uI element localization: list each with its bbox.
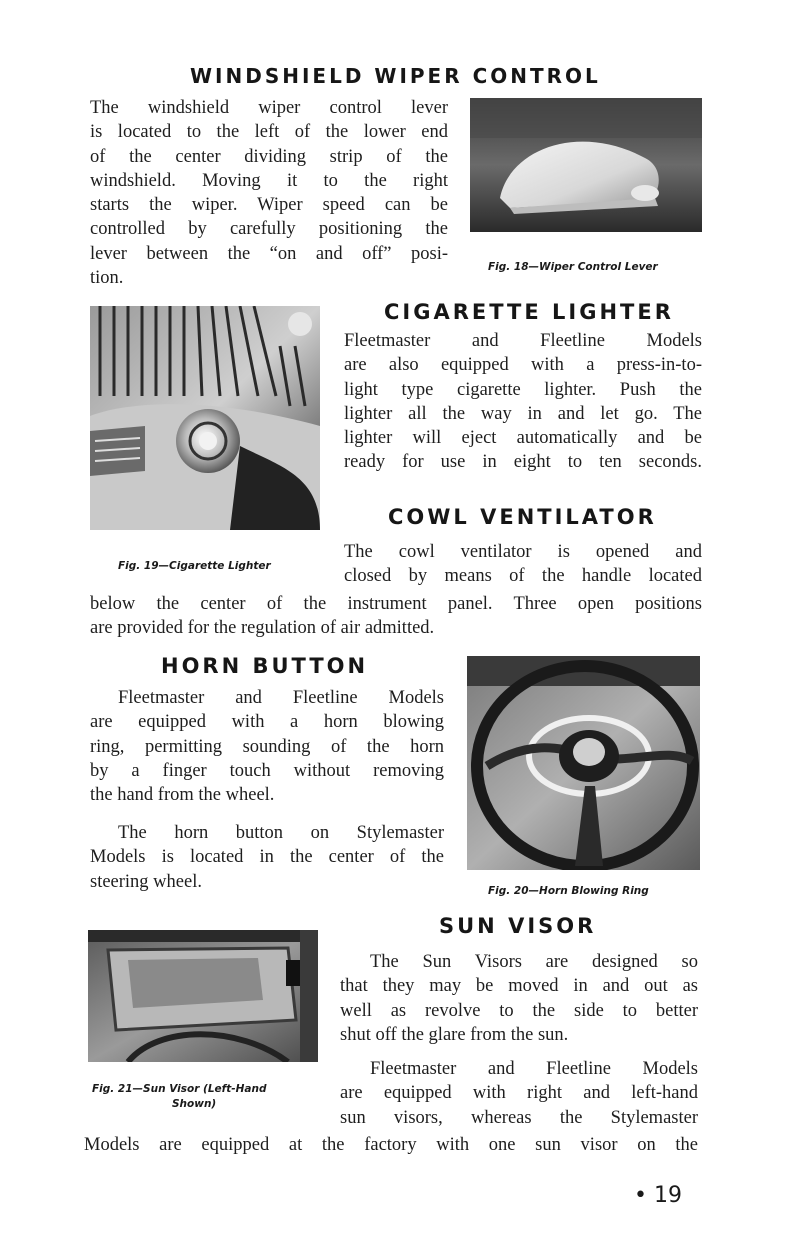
text-line: the hand from the wheel. (90, 785, 275, 806)
horn-paragraph-1 (90, 686, 444, 807)
text-line: closed by means of the handle located (344, 566, 702, 587)
text-line: of the center dividing strip of the (90, 146, 448, 167)
lighter-paragraph (344, 329, 702, 475)
text-line: ring, permitting sounding of the horn (90, 736, 444, 757)
text-line: that they may be moved in and out as (340, 976, 698, 997)
text-line: are provided for the regulation of air admitted. (90, 618, 435, 639)
caption-fig-21-line-2: Shown) (172, 1098, 217, 1110)
visor-paragraph-2 (340, 1057, 698, 1130)
text-line: ready for use in eight to ten seconds. (344, 452, 702, 473)
text-line: tion. (90, 268, 124, 289)
text-line: Fleetmaster and Fleetline Models (118, 688, 444, 708)
text-line: lighter all the way in and let go. The (344, 403, 702, 424)
heading-cigarette-lighter: CIGARETTE LIGHTER (384, 300, 674, 324)
photo-cigarette-lighter (90, 306, 320, 530)
text-line: lighter will eject automatically and be (344, 428, 702, 449)
text-line: shut off the glare from the sun. (340, 1024, 569, 1045)
text-line: are also equipped with a press-in-to- (344, 355, 702, 376)
visor-paragraph-2-last-line (84, 1133, 698, 1157)
heading-cowl-ventilator: COWL VENTILATOR (388, 505, 657, 529)
text-line: starts the wiper. Wiper speed can be (90, 195, 448, 216)
text-line: controlled by carefully positioning the (90, 219, 448, 240)
text-line: sun visors, whereas the Stylemaster (340, 1107, 698, 1128)
cowl-paragraph-top (344, 540, 702, 589)
cowl-paragraph-bottom (90, 592, 702, 641)
heading-sun-visor: SUN VISOR (439, 914, 597, 938)
text-line: well as revolve to the side to better (340, 1000, 698, 1021)
text-line: lever between the “on and off” posi- (90, 243, 448, 264)
text-line: light type cigarette lighter. Push the (344, 379, 702, 400)
text-line: below the center of the instrument panel. Three open positions (90, 594, 702, 614)
text-line: windshield. Moving it to the right (90, 170, 448, 191)
wiper-paragraph (90, 96, 448, 290)
photo-horn-blowing-ring (467, 656, 700, 870)
text-line: The cowl ventilator is opened and (344, 542, 702, 562)
text-line: Models are equipped at the factory with one sun visor on the (84, 1135, 698, 1155)
page-number: • 19 (634, 1183, 682, 1208)
text-line: is located to the left of the lower end (90, 122, 448, 143)
horn-paragraph-2 (90, 821, 444, 894)
text-line: Fleetmaster and Fleetline Models (370, 1059, 698, 1079)
caption-fig-20: Fig. 20—Horn Blowing Ring (488, 885, 649, 897)
caption-fig-21-line-1: Fig. 21—Sun Visor (Left-Hand (92, 1083, 267, 1095)
text-line: are equipped with right and left-hand (340, 1083, 698, 1104)
text-line: Models is located in the center of the (90, 847, 444, 868)
heading-windshield-wiper-control: WINDSHIELD WIPER CONTROL (190, 64, 601, 88)
text-line: are equipped with a horn blowing (90, 712, 444, 733)
caption-fig-18: Fig. 18—Wiper Control Lever (488, 261, 658, 273)
text-line: The Sun Visors are designed so (370, 952, 698, 972)
photo-wiper-control-lever (470, 98, 702, 232)
photo-sun-visor (88, 930, 318, 1062)
visor-paragraph-1 (340, 950, 698, 1047)
text-line: Fleetmaster and Fleetline Models (344, 331, 702, 351)
text-line: The windshield wiper control lever (90, 98, 448, 118)
heading-horn-button: HORN BUTTON (161, 654, 369, 678)
text-line: The horn button on Stylemaster (118, 823, 444, 843)
text-line: by a finger touch without removing (90, 760, 444, 781)
text-line: steering wheel. (90, 871, 202, 892)
caption-fig-19: Fig. 19—Cigarette Lighter (118, 560, 271, 572)
